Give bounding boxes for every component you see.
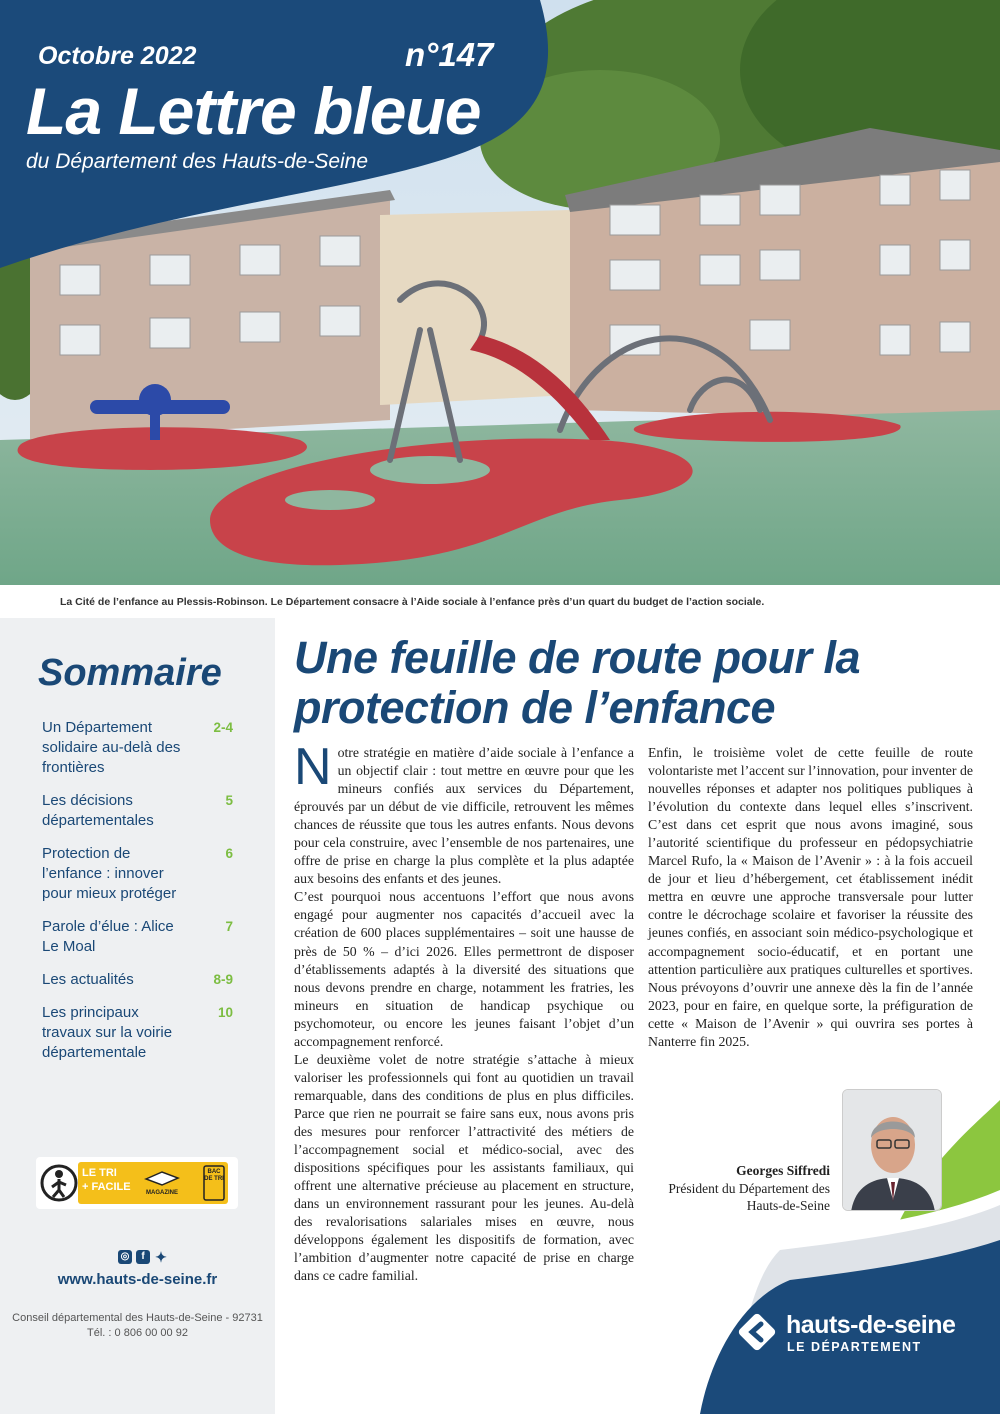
recycling-icon: [39, 1163, 79, 1203]
paragraph: Le deuxième volet de notre stratégie s’attache à mieux valoriser les professionnels qui font au quotidien un travail remarquable, dans des conditions de plus en plus difficiles. Parce que rien ne pourrait se faire sans eux, nous avons pris des mesures pour renforcer l’attractivité des métiers de l’accompagnement social et médico-social, avec des dispositions spécifiques pour les assistants familiaux, qui offrent une alternative précieuse au placement en structure, dans un environnement rassurant pour les jeunes. Au-delà des revalorisations salariales mises en œuvre, nous développons également les dispositifs de formation, avec l’ambition d’augmenter notre capacité de prise en charge dans ce cadre familial.: [294, 1051, 634, 1284]
toc-page: 8-9: [213, 972, 233, 987]
paragraph: Enfin, le troisième volet de cette feuille de route volontariste met l’accent sur l’innovation, pour inventer de nouvelles réponses et adapter nos politiques publiques à l’évolution du contexte dans lequel elles s’inscrivent. C’est dans cet esprit que nous avons imaginé, sous l’autorité scientifique du professeur en pédopsychiatrie Marcel Rufo, la « Maison de l’Avenir » : à la fois accueil de jour et lieu d’hébergement, cet établissement inédit mettra en œuvre une approche transversale pour lutter contre le décrochage scolaire et favoriser la réussite des jeunes confiés, en associant soin médico-psychologique et accompagnement socio-éducatif, et en portant une attention particulière aux pratiques culturelles et sportives. Nous prévoyons d’ouvrir une annexe dès la fin de l’année 2023, pour en faire, en quelque sorte, la préfiguration de cette « Maison de l’Avenir » qui ouvrira ses portes à Nanterre fin 2025.: [648, 745, 973, 1049]
photo-caption: La Cité de l’enfance au Plessis-Robinson. Le Département consacre à l’Aide sociale à l’enfance près d’un quart du budget de l’action sociale.: [60, 596, 765, 608]
toc-item[interactable]: [42, 917, 237, 957]
recycling-badge: [36, 1157, 238, 1209]
corner-decoration: [680, 1080, 1000, 1414]
toc-label: Un Département solidaire au-delà des frontières: [42, 719, 181, 776]
tri-line1: LE TRI: [82, 1167, 117, 1179]
contact-address: Conseil départemental des Hauts-de-Seine - 92731: [12, 1312, 263, 1324]
dropcap: N: [294, 738, 332, 796]
toc-item[interactable]: [42, 1003, 237, 1063]
department-logo-tagline: LE DÉPARTEMENT: [787, 1340, 922, 1354]
toc-label: Les actualités: [42, 971, 134, 988]
sommaire-title: Sommaire: [38, 652, 222, 694]
portrait-illustration: [843, 1090, 942, 1211]
paragraph-text: otre stratégie en matière d’aide sociale à l’enfance a un objectif clair : tout mettre en œuvre pour que les mineurs confiés aux services du Département, éprouvés par un début de vie difficile, retrouvent les mêmes chances de réussite que tous les autres enfants. Nous devons pour cela construire, avec l’ensemble de nos partenaires, une offre de prise en charge la plus complète et la plus adaptée aux besoins des enfants et des jeunes.: [294, 745, 634, 887]
signature-role: Président du Département des Hauts-de-Seine: [668, 1181, 830, 1213]
toc-label: Parole d’élue : Alice Le Moal: [42, 918, 174, 955]
table-of-contents: [42, 718, 237, 1076]
tri-text: [82, 1166, 131, 1194]
article-headline: Une feuille de route pour la protection de l’enfance: [294, 632, 861, 733]
department-logo-name: hauts-de-seine: [786, 1311, 956, 1339]
toc-label: Les principaux travaux sur la voirie départementale: [42, 1004, 173, 1061]
toc-item[interactable]: [42, 718, 237, 778]
tri-magazine: MAGAZINE: [146, 1190, 178, 1196]
issue-date: Octobre 2022: [38, 42, 197, 70]
contact-info: [0, 1311, 275, 1341]
instagram-icon[interactable]: ◎: [118, 1250, 132, 1264]
toc-item[interactable]: [42, 791, 237, 831]
toc-page: 2-4: [213, 720, 233, 735]
facebook-icon[interactable]: f: [136, 1250, 150, 1264]
toc-item[interactable]: [42, 844, 237, 904]
social-links: [118, 1250, 168, 1266]
toc-item[interactable]: [42, 970, 237, 990]
department-logo-icon: [737, 1312, 777, 1352]
paragraph: C’est pourquoi nous accentuons l’effort que nous avons engagé pour augmenter nos capacités d’accueil avec la création de 600 places supplémentaires – soit une hausse de près de 50 % – d’ici 2026. Elles permettront de disposer d’établissements adaptés à la diversité des situations que nous devons prendre en charge, notamment les fratries, les mineurs en situation de handicap psychique ou psychomoteur, ou encore les jeunes faisant l’objet d’un accompagnement renforcé.: [294, 889, 634, 1049]
issue-number: n°147: [405, 36, 494, 73]
contact-phone: Tél. : 0 806 00 00 92: [87, 1327, 188, 1339]
toc-page: 7: [225, 919, 233, 934]
newsletter-subtitle: du Département des Hauts-de-Seine: [26, 150, 369, 173]
newsletter-title: La Lettre bleue: [26, 74, 481, 148]
masthead: [0, 0, 560, 270]
toc-page: 5: [225, 793, 233, 808]
tri-line2: + FACILE: [82, 1181, 131, 1193]
author-portrait: [842, 1089, 942, 1211]
article-column-2: [648, 744, 973, 1051]
article-column-1: [294, 738, 634, 1285]
twitter-icon[interactable]: ✦: [155, 1249, 167, 1265]
toc-page: 10: [217, 1005, 233, 1020]
magazine-icon: [142, 1169, 182, 1187]
signature-name: Georges Siffredi: [736, 1163, 830, 1178]
toc-page: 6: [225, 846, 233, 861]
paragraph: [294, 738, 634, 888]
toc-label: Protection de l’enfance : innover pour mieux protéger: [42, 845, 177, 902]
tri-bac: BAC DE TRI: [204, 1169, 224, 1182]
toc-label: Les décisions départementales: [42, 792, 154, 829]
website-link[interactable]: www.hauts-de-seine.fr: [57, 1271, 218, 1288]
